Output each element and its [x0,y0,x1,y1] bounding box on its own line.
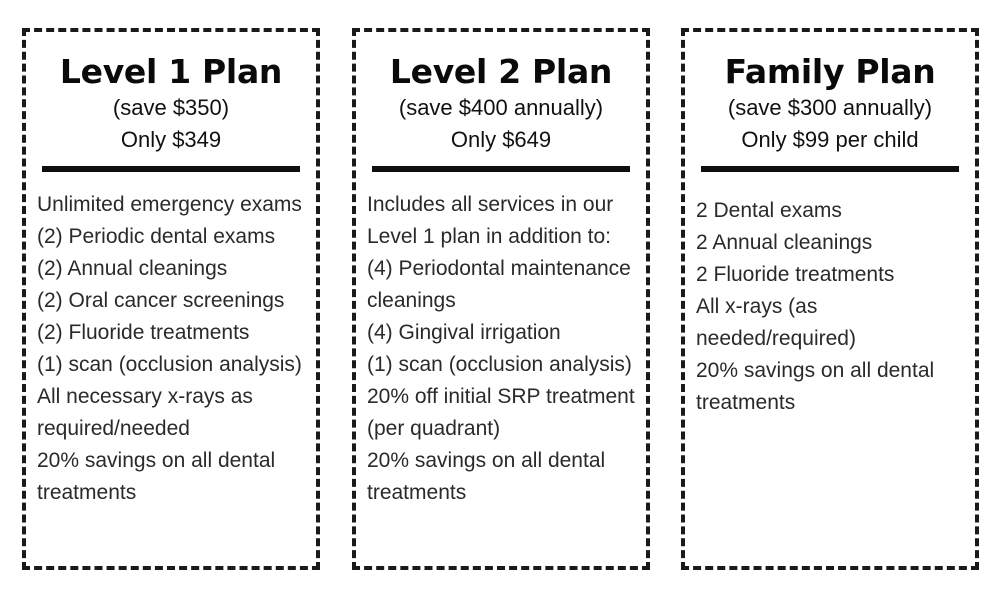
plan-savings: (save $350) [112,95,230,120]
feature-item: 20% off initial SRP treatment (per quadrant) [367,385,635,440]
feature-item: 2 Dental exams [696,199,842,222]
feature-item: (4) Periodontal maintenance cleanings [367,257,631,312]
feature-list [356,189,646,509]
feature-item: (2) Oral cancer screenings [37,289,285,312]
plan-savings: (save $300 annually) [727,95,933,120]
plan-header [26,32,316,156]
feature-item: (2) Fluoride treatments [37,321,250,344]
plan-price: Only $649 [450,127,552,152]
header-divider [701,166,959,172]
plan-card-level-2 [352,28,650,570]
feature-item: (1) scan (occlusion analysis) [367,353,632,376]
plan-title: Level 1 Plan [59,52,283,91]
feature-item: (2) Annual cleanings [37,257,228,280]
feature-item: 2 Fluoride treatments [696,263,895,286]
feature-item: (2) Periodic dental exams [37,225,276,248]
feature-item: 20% savings on all dental treatments [696,359,935,414]
plan-header [685,32,975,156]
plan-price: Only $99 per child [741,127,919,152]
feature-list [26,189,316,509]
feature-item: 2 Annual cleanings [696,231,873,254]
plan-price: Only $349 [120,127,222,152]
header-divider [42,166,300,172]
plan-title: Level 2 Plan [389,52,613,91]
feature-item: (1) scan (occlusion analysis) [37,353,302,376]
plan-savings: (save $400 annually) [398,95,604,120]
feature-item: All necessary x-rays as required/needed [37,385,253,440]
feature-item: Includes all services in our Level 1 plan in addition to: [367,193,614,248]
plan-card-level-1 [22,28,320,570]
plan-header [356,32,646,156]
plan-card-family [681,28,979,570]
plan-title: Family Plan [724,52,936,91]
feature-list [685,195,975,419]
header-divider [372,166,630,172]
feature-item: 20% savings on all dental treatments [367,449,606,504]
feature-item: Unlimited emergency exams [37,193,302,216]
feature-item: (4) Gingival irrigation [367,321,561,344]
feature-item: 20% savings on all dental treatments [37,449,276,504]
feature-item: All x-rays (as needed/required) [696,295,856,350]
